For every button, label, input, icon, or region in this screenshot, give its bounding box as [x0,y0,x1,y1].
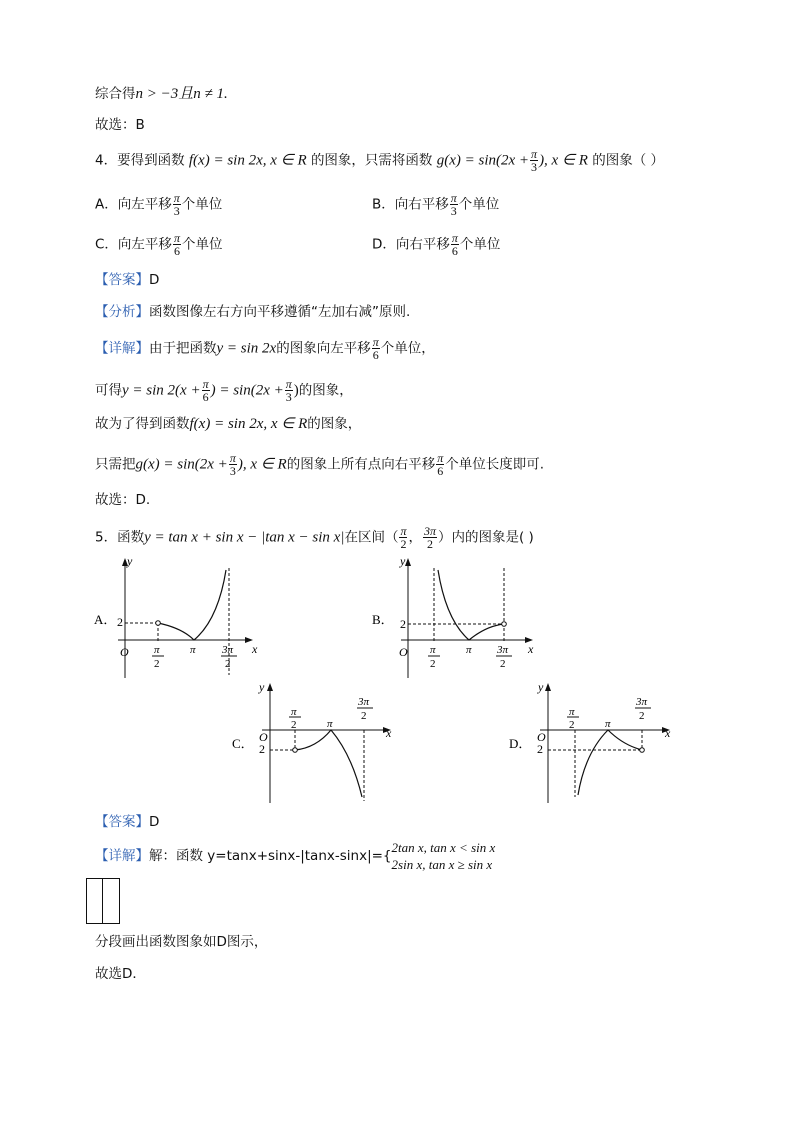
open-point [640,748,645,753]
piecewise-cases [392,839,496,873]
detail-unit: 个单位 [380,340,422,357]
detail-5 [95,838,495,874]
choose-b-line: 故选：B [95,117,145,133]
x-label: x [386,726,392,740]
q5-text: ）内的图象是( ) [438,529,534,546]
detail-math: f(x) = sin 2x, x ∈ R [189,416,308,432]
x-label: x [528,642,534,656]
frac-num: π [173,231,180,245]
fraction-3pi-2 [423,525,437,550]
graph-label-d: D． [509,736,532,751]
frac-num: π [173,191,180,205]
x-label: x [665,726,671,740]
frac-den: 3 [531,160,538,174]
tick-pi-half-num: π [154,644,160,656]
open-point [293,748,298,753]
graph-label-b: B． [372,612,394,627]
placeholder-divider [102,879,103,923]
tick-3pi-num: 3π [222,644,234,656]
answer-5 [95,812,159,832]
q4-text-2: 的图象，只需将函数 [310,152,433,169]
answer-4 [95,270,159,290]
conclusion-math: n > −3且n ≠ 1. [135,86,228,102]
choose-d-line: 故选：D. [95,492,151,508]
tick-pi-half-den: 2 [154,658,160,670]
tick-pi: π [605,718,611,730]
origin-label: O [120,645,129,659]
fraction-pi-6 [436,452,444,477]
origin-label: O [537,730,546,744]
detail-4-line-4 [95,452,544,477]
detail-text: 解：函数 y=tanx+sinx-|tanx-sinx|={ [149,848,392,864]
detail-text: 的图象， [307,416,362,432]
detail-text: 由于把函数 [149,340,217,357]
question-5 [95,525,534,550]
detail-tag: 【详解】 [95,340,149,357]
option-d-unit: 个单位 [459,236,501,253]
fraction-pi-3 [530,148,538,173]
graph-b[interactable] [368,550,568,685]
curve [578,730,642,795]
frac-den: 3 [229,464,236,478]
detail-tag: 【详解】 [95,848,149,864]
frac-num: π [531,147,538,161]
frac-den: 3 [450,204,457,218]
fraction-pi-3 [229,452,237,477]
option-d[interactable] [372,232,500,257]
tick-pi-half-num: π [430,644,436,656]
x-label: x [252,642,258,656]
tick-pi-half-num: π [569,706,575,718]
curve [158,570,226,640]
q4-text-3: 的图象（ ） [592,152,665,169]
frac-num: π [229,451,236,465]
frac-num: π [202,377,209,391]
tick-3pi-num: 3π [636,696,648,708]
detail-text: 故为了得到函数 [95,416,190,432]
option-c-text: C．向左平移 [95,236,172,253]
option-a-text: A．向左平移 [95,196,172,213]
option-b-text: B．向右平移 [372,196,449,213]
fraction-pi-3 [285,378,293,403]
frac-den: 6 [451,244,458,258]
detail-math: y = sin 2x [216,340,277,357]
detail-math: ), x ∈ R [237,456,287,473]
y-tick-2: 2 [400,617,406,631]
fraction-pi-6 [173,232,181,257]
frac-num: 3π [423,524,436,538]
frac-num: π [285,377,292,391]
q4-math-f: f(x) = sin 2x, x ∈ R [188,152,307,169]
q4-math-g-b: ), x ∈ R [539,152,588,169]
tick-pi-half-den: 2 [430,658,436,670]
q5-text: 在区间（ [344,529,399,546]
fraction-pi-3 [173,192,181,217]
y-label: y [400,554,406,568]
frac-den: 3 [173,204,180,218]
detail-math: g(x) = sin(2x + [135,456,228,473]
q4-number: 4． [95,152,118,169]
q5-text: ， [408,529,422,546]
comma: ， [421,340,435,357]
tick-pi: π [327,718,333,730]
frac-den: 6 [437,464,444,478]
detail-text: 的图象上所有点向右平移 [286,456,436,473]
detail-text: 的图象， [298,382,353,399]
graph-d[interactable] [505,675,685,805]
frac-den: 2 [400,537,407,551]
detail-math: ) [293,382,299,399]
origin-label: O [399,645,408,659]
q4-math-g-a: g(x) = sin(2x + [436,152,530,169]
option-a[interactable] [95,192,222,217]
detail-4-line-3 [95,414,361,434]
frac-den: 3 [285,390,292,404]
y-label: y [259,680,265,694]
y-tick-2: 2 [537,742,543,756]
frac-num: π [437,451,444,465]
option-a-unit: 个单位 [181,196,223,213]
frac-den: 6 [202,390,209,404]
analysis-tag: 【分析】 [95,304,149,320]
tick-3pi-num: 3π [358,696,370,708]
frac-den: 6 [173,244,180,258]
option-d-text: D．向右平移 [372,236,450,253]
option-c-unit: 个单位 [181,236,223,253]
tick-pi: π [190,644,196,656]
detail-math: ) = sin(2x + [210,382,284,399]
q5-text: 函数 [117,529,145,546]
tick-3pi-den: 2 [500,658,506,670]
detail-math: y = sin 2(x + [122,382,201,399]
fraction-pi-2 [399,525,407,550]
analysis-text: 函数图像左右方向平移遵循“左加右减”原则. [149,304,411,320]
curve [295,730,362,797]
y-label: y [538,680,544,694]
graph-c[interactable] [228,675,408,805]
answer-value: D [149,814,160,830]
y-label: y [127,554,133,568]
frac-den: 2 [426,537,433,551]
detail-text: 的图象向左平移 [276,340,371,357]
tick-pi-half-den: 2 [569,719,575,731]
case-2: 2sin x, tan x ≥ sin x [391,857,493,872]
tick-pi: π [466,644,472,656]
q5-math: y = tan x + sin x − |tan x − sin x| [144,529,345,546]
frac-den: 6 [372,348,379,362]
tick-pi-half-num: π [291,706,297,718]
frac-num: π [450,191,457,205]
frac-num: π [451,231,458,245]
tick-3pi-den: 2 [639,710,645,722]
y-tick-2: 2 [259,742,265,756]
fraction-pi-6 [202,378,210,403]
y-arrow-icon [405,558,411,566]
tick-3pi-den: 2 [225,658,231,670]
detail-text: 个单位长度即可. [445,456,545,473]
question-4 [95,148,664,173]
q5-number: 5． [95,529,118,546]
open-point [156,621,161,626]
fraction-pi-3 [450,192,458,217]
graph-label-c: C． [232,736,254,751]
y-arrow-icon [545,683,551,691]
tick-pi-half-den: 2 [291,719,297,731]
detail-text: 只需把 [95,456,136,473]
conclusion-text: 综合得 [95,86,136,102]
answer-tag: 【答案】 [95,814,149,830]
segment-text: 分段画出函数图象如D图示， [95,934,268,950]
graph-a[interactable] [90,550,290,685]
curve [438,570,504,640]
case-1: 2tan x, tan x < sin x [391,840,496,855]
answer-value: D [149,272,160,288]
option-c[interactable] [95,232,222,257]
frac-num: π [372,335,379,349]
q4-text-1: 要得到函数 [117,152,185,169]
analysis-4 [95,302,410,322]
choose-d-line-2: 故选D． [95,966,146,982]
detail-4-line-1 [95,336,435,361]
image-placeholder [86,878,120,924]
open-point [502,622,507,627]
origin-label: O [259,730,268,744]
option-b[interactable] [372,192,499,217]
tick-3pi-num: 3π [497,644,509,656]
fraction-pi-6 [451,232,459,257]
option-b-unit: 个单位 [458,196,500,213]
detail-4-line-2 [95,378,353,403]
fraction-pi-6 [372,336,380,361]
frac-num: π [400,524,407,538]
answer-tag: 【答案】 [95,272,149,288]
tick-3pi-den: 2 [361,710,367,722]
detail-text: 可得 [95,382,122,399]
y-arrow-icon [267,683,273,691]
conclusion-line [95,84,228,104]
y-tick-2: 2 [117,615,123,629]
graph-label-a: A． [94,612,117,627]
